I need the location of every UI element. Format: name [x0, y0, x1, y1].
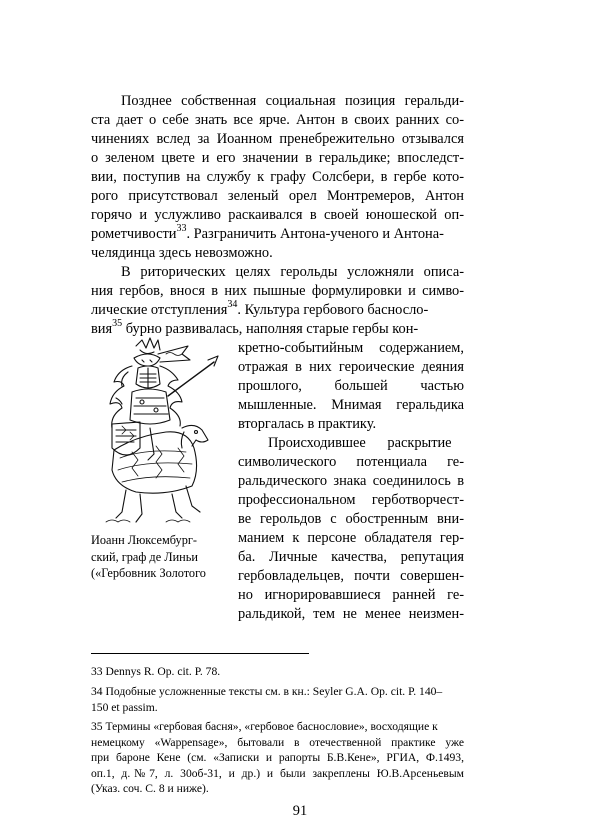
text-line: прошлого, большей частью: [238, 378, 464, 394]
text-line: манием к персоне обладателя гер-: [238, 530, 464, 546]
footnote-text: Термины «гербовая басня», «гербовое баснословие», восходящие к: [105, 720, 438, 733]
caption-line: ский, граф де Линьи: [91, 549, 198, 564]
text-line: профессиональном герботворчест-: [238, 492, 464, 508]
text-line: символического потенциала ге-: [238, 454, 464, 470]
footnote-35: [91, 719, 464, 797]
text-line: о зеленом цвете и его значении в геральдике; впоследст-: [91, 150, 464, 166]
footnote-33: [91, 664, 464, 680]
footnote-ref-33[interactable]: 33: [176, 223, 187, 235]
text-fragment: бурно развивалась, наполняя старые гербы кон-: [122, 321, 419, 337]
footnote-34: [91, 684, 464, 715]
text-line: ве герольдов с обостренным вни-: [238, 511, 464, 527]
text-line: В риторических целях герольды усложняли описа-: [121, 264, 464, 280]
footnote-ref-34[interactable]: 34: [227, 299, 238, 311]
text-line: ста дает о себе знать все ярче. Антон в своих ранних со-: [91, 112, 464, 128]
text-line: чинениях вслед за Иоанном пренебрежительно отзывался: [91, 131, 464, 147]
text-line: челядинца здесь невозможно.: [91, 245, 273, 261]
text-line: рого присутствовал зеленый орел Монтремеров, Антон: [91, 188, 464, 204]
caption-line: Иоанн Люксембург-: [91, 533, 197, 547]
text-fragment: вия: [91, 321, 113, 337]
footnote-text: немецкому «Wappensage», бытовали в отечественной практике уже: [91, 735, 464, 749]
footnote-divider: [91, 653, 309, 654]
footnote-text: Dennys R. Op. cit. P. 78.: [105, 665, 221, 678]
text-line: [91, 225, 464, 244]
footnote-ref-35[interactable]: 35: [112, 318, 123, 330]
text-line: ральдического знака соединилось в: [238, 473, 464, 489]
text-line: [91, 301, 464, 320]
footnote-number: 34: [91, 685, 103, 698]
text-line: ба. Личные качества, репутация: [238, 549, 464, 565]
armorial-illustration: [96, 336, 224, 526]
footnote-text: оп.1, д.№7, л. 30об-31, и др.) и были закреплены Ю.В.Арсеньевым: [91, 766, 464, 780]
text-fragment: рометчивости: [91, 226, 177, 242]
text-line: Происходившее раскрытие: [268, 435, 452, 451]
caption-line: («Гербовник Золотого: [91, 566, 206, 580]
text-line: вторгалась в практику.: [238, 416, 377, 432]
footnote-text: 150 et passim.: [91, 700, 158, 714]
footnote-number: 35: [91, 720, 103, 733]
text-line: мышленные. Мнимая геральдика: [238, 397, 464, 413]
footnote-text: Подобные усложненные тексты см. в кн.: Seyler G.A. Op. cit. P. 140–: [105, 685, 443, 698]
footnote-text: при бароне Кене (см. «Записки и рапорты Б.В.Кене», РГИА, Ф.1493,: [91, 751, 464, 764]
text-line: гербовладельцев, почти совершен-: [238, 568, 464, 584]
text-line: кретно-событийным содержанием,: [238, 340, 464, 356]
text-line: но игнорировавшиеся ранней ге-: [238, 587, 464, 603]
figure-caption: [91, 532, 241, 582]
text-line: ния гербов, внося в них пышные формулировки и симво-: [91, 283, 464, 299]
footnote-number: 33: [91, 665, 103, 678]
text-fragment: . Культура гербового басносло-: [237, 302, 429, 318]
text-fragment: лические отступления: [91, 302, 228, 318]
text-fragment: . Разграничить Антона-ученого и Антона-: [186, 226, 444, 242]
text-line: вии, поступив на службу к графу Солсбери, в гербе кото-: [91, 169, 464, 185]
text-line: горячо и услужливо раскаивался в своей юношеской оп-: [91, 207, 464, 223]
text-line: отражая в них героические деяния: [238, 359, 464, 375]
text-line: Позднее собственная социальная позиция геральди-: [121, 93, 464, 109]
footnote-text: (Указ. соч. С. 8 и ниже).: [91, 782, 209, 795]
page-number: 91: [292, 803, 308, 819]
text-line: ральдикой, тем не менее неизмен-: [238, 606, 464, 622]
